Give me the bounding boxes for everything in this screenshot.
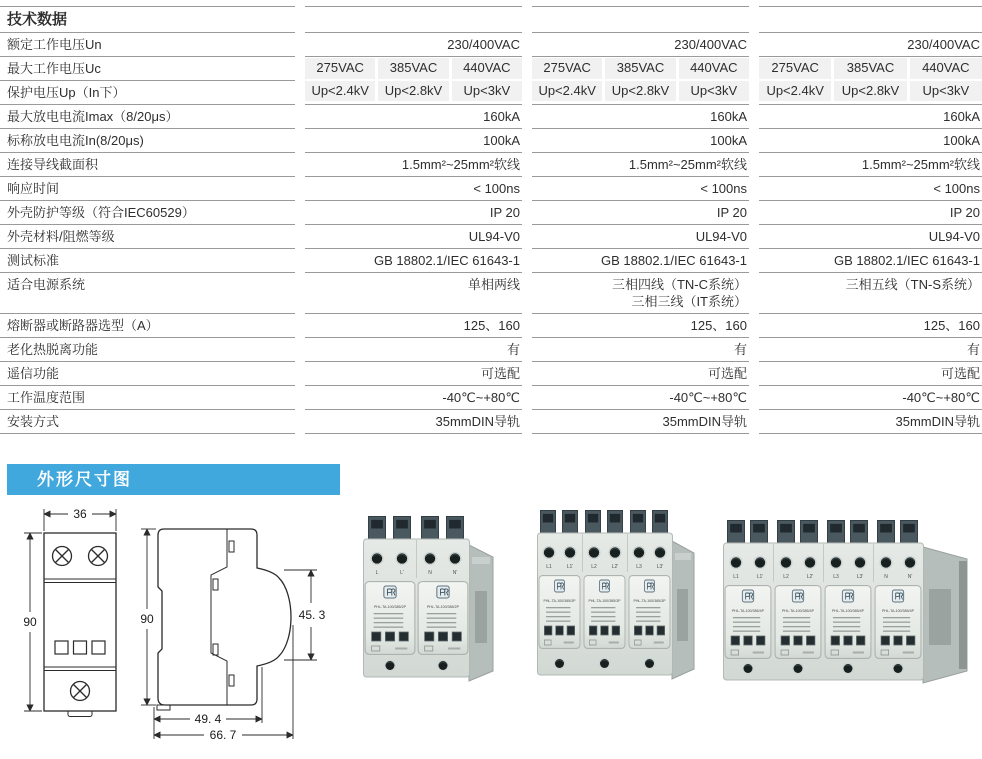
spec-value: 125、160 [759,314,982,338]
terminal-block [652,510,667,534]
terminal-hole [370,552,383,565]
spec-value: < 100ns [532,177,749,201]
spec-value: IP 20 [759,201,982,225]
terminal-hole [587,546,600,559]
terminal-hole [395,552,408,565]
spec-label: 遥信功能 [0,362,295,386]
spec-value: 三相五线（TN-S系统） [759,273,982,314]
dim-front-height: 90 [23,615,37,629]
spec-value: GB 18802.1/IEC 61643-1 [759,249,982,273]
terminal-hole [653,546,666,559]
pe-terminal-hole [437,660,448,671]
spec-label: 最大放电电流Imax（8/20μs） [0,105,295,129]
terminal-hole [448,552,461,565]
terminal-label: L2 [591,564,597,570]
terminal-block [777,520,794,544]
spec-label: 工作温度范围 [0,386,295,410]
terminal-label: L1' [756,574,764,580]
spec-subvalue: 440VAC [452,58,522,79]
product-photo-3p [537,509,695,681]
terminal-block [421,516,438,540]
spec-value: < 100ns [305,177,522,201]
spec-value: -40℃~+80℃ [305,386,522,410]
terminal-block [850,520,867,544]
spec-subvalue: Up<2.8kV [378,81,448,101]
spec-value: 230/400VAC [305,33,522,57]
spec-subcell-group [532,57,749,81]
terminal-label: L1' [566,564,574,570]
spec-value: GB 18802.1/IEC 61643-1 [532,249,749,273]
spec-subvalue: Up<2.4kV [532,81,602,101]
dim-side-front-height: 45. 3 [298,608,326,622]
section-title: 外形尺寸图 [37,470,132,489]
bottom-panel [0,497,982,759]
spec-subvalue: 275VAC [759,58,831,79]
spec-subcell-group [532,81,749,105]
spec-header-spacer [759,6,982,33]
spec-subcell-group [305,81,522,105]
pe-terminal-hole [599,658,610,669]
spec-label: 老化热脱离功能 [0,338,295,362]
spec-label: 连接导线截面积 [0,153,295,177]
spec-value: 125、160 [532,314,749,338]
terminal-hole [753,556,766,569]
terminal-label: L3 [636,564,642,570]
spec-label: 安装方式 [0,410,295,434]
spec-value-line: 三相四线（TN-C系统） [611,277,747,292]
terminal-label: L' [400,570,404,576]
module-model-label: PHL-TA-100/385/4P [731,609,765,613]
spd-module [725,586,771,659]
terminal-block [607,510,622,534]
spec-subvalue: 440VAC [679,58,749,79]
spec-value: 230/400VAC [759,33,982,57]
spd-module [418,582,468,655]
spec-value: 可选配 [532,362,749,386]
spec-value: 160kA [305,105,522,129]
spec-value: 100kA [759,129,982,153]
terminal-block [393,516,410,540]
spec-value: 35mmDIN导轨 [532,410,749,434]
pe-terminal-hole [842,663,853,674]
spd-module [539,576,580,649]
spec-label: 外壳材料/阻燃等级 [0,225,295,249]
product-photo-2p [363,515,515,683]
spd-module [629,576,670,649]
spec-value: 35mmDIN导轨 [759,410,982,434]
dim-front-width: 36 [73,507,87,521]
spec-value: 100kA [532,129,749,153]
spec-label: 测试标准 [0,249,295,273]
terminal-label: L1 [733,574,739,580]
terminal-hole [803,556,816,569]
spec-value: < 100ns [759,177,982,201]
terminal-block [750,520,767,544]
spec-value: UL94-V0 [305,225,522,249]
terminal-block [877,520,894,544]
terminal-label: L3' [856,574,864,580]
terminal-block [800,520,817,544]
spec-value: -40℃~+80℃ [532,386,749,410]
spec-value: 可选配 [759,362,982,386]
spec-subvalue: Up<2.4kV [759,81,831,101]
module-model-label: PHL-TA-100/385/3P [633,599,666,603]
terminal-block [585,510,600,534]
side-view [157,529,291,710]
spec-subvalue: Up<3kV [910,81,982,101]
spec-table-title: 技术数据 [0,6,295,33]
front-view [44,533,116,717]
spec-header-spacer [532,6,749,33]
terminal-block [900,520,917,544]
spec-subcell-group [305,57,522,81]
spd-module [875,586,921,659]
terminal-hole [829,556,842,569]
spec-value: 230/400VAC [532,33,749,57]
spec-value: GB 18802.1/IEC 61643-1 [305,249,522,273]
spec-subvalue: Up<2.8kV [834,81,906,101]
dimension-drawing [4,505,340,749]
spec-subvalue: Up<3kV [679,81,749,101]
section-header-dimensions [7,464,340,495]
spec-subcell-group [759,81,982,105]
module-model-label: PHL-TA-100/385/3P [543,599,576,603]
spd-module [825,586,871,659]
terminal-block [827,520,844,544]
spec-label: 额定工作电压Un [0,33,295,57]
spec-value: 1.5mm²~25mm²软线 [759,153,982,177]
terminal-hole [903,556,916,569]
terminal-label: L3 [833,574,839,580]
terminal-label: L2' [806,574,814,580]
spec-value: 单相两线 [305,273,522,314]
terminal-hole [853,556,866,569]
spec-value: 有 [305,338,522,362]
spec-subvalue: 275VAC [305,58,375,79]
spec-subvalue: Up<2.4kV [305,81,375,101]
module-model-label: PHL-TA-100/385/4P [831,609,865,613]
spec-subvalue: Up<2.8kV [605,81,675,101]
terminal-label: N' [907,574,913,580]
spec-label: 外壳防护等级（符合IEC60529） [0,201,295,225]
terminal-block [368,516,385,540]
terminal-label: N [884,574,888,580]
terminal-block [562,510,577,534]
spec-value: 有 [759,338,982,362]
terminal-hole [542,546,555,559]
dim-side-inner-depth: 49. 4 [194,712,222,726]
terminal-hole [879,556,892,569]
spec-value: IP 20 [305,201,522,225]
spec-subvalue: 385VAC [834,58,906,79]
spec-value: 可选配 [305,362,522,386]
spec-subvalue: 275VAC [532,58,602,79]
spec-header-spacer [305,6,522,33]
spec-subvalue: 440VAC [910,58,982,79]
terminal-label: L [375,570,379,576]
spec-subvalue: 385VAC [605,58,675,79]
terminal-label: L2 [783,574,789,580]
module-model-label: PHL-TA-100/385/4P [781,609,815,613]
pe-terminal-hole [792,663,803,674]
terminal-block [630,510,645,534]
spec-label: 保护电压Up（In下） [0,81,295,105]
spec-subvalue: 385VAC [378,58,448,79]
spec-value: 160kA [532,105,749,129]
terminal-hole [608,546,621,559]
pe-terminal-hole [644,658,655,669]
terminal-label: N' [452,570,458,576]
terminal-block [540,510,555,534]
module-model-label: PHL-TA-100/385/4P [881,609,915,613]
spec-label: 最大工作电压Uc [0,57,295,81]
dim-side-total-depth: 66. 7 [209,728,237,742]
spd-module [365,582,415,655]
spec-value: IP 20 [532,201,749,225]
spec-label: 标称放电电流In(8/20μs) [0,129,295,153]
module-model-label: PHL-TA-100/385/2P [373,605,407,609]
spec-label: 响应时间 [0,177,295,201]
terminal-label: N [428,570,432,576]
spec-value: -40℃~+80℃ [759,386,982,410]
terminal-hole [563,546,576,559]
spec-value [532,273,749,314]
spec-value: 125、160 [305,314,522,338]
terminal-hole [729,556,742,569]
dim-side-height: 90 [140,612,154,626]
pe-terminal-hole [554,658,565,669]
terminal-hole [779,556,792,569]
module-model-label: PHL-TA-100/385/2P [426,605,460,609]
terminal-label: L1 [546,564,552,570]
pe-terminal-hole [384,660,395,671]
pe-terminal-hole [742,663,753,674]
spec-value: UL94-V0 [759,225,982,249]
spec-value-line: 三相三线（IT系统） [631,294,747,309]
spec-value: 35mmDIN导轨 [305,410,522,434]
spec-value: UL94-V0 [532,225,749,249]
spec-value: 160kA [759,105,982,129]
spec-label: 适合电源系统 [0,273,295,314]
terminal-hole [423,552,436,565]
spec-value: 100kA [305,129,522,153]
spec-value: 有 [532,338,749,362]
terminal-block [727,520,744,544]
pe-terminal-hole [892,663,903,674]
product-photo-4p [723,519,969,686]
module-model-label: PHL-TA-100/385/3P [588,599,621,603]
terminal-hole [632,546,645,559]
terminal-label: L3' [656,564,664,570]
spec-value: 1.5mm²~25mm²软线 [305,153,522,177]
spec-subcell-group [759,57,982,81]
terminal-block [446,516,463,540]
terminal-label: L2' [611,564,619,570]
spec-label: 熔断器或断路器选型（A） [0,314,295,338]
spec-subvalue: Up<3kV [452,81,522,101]
spd-module [775,586,821,659]
spd-module [584,576,625,649]
spec-value: 1.5mm²~25mm²软线 [532,153,749,177]
